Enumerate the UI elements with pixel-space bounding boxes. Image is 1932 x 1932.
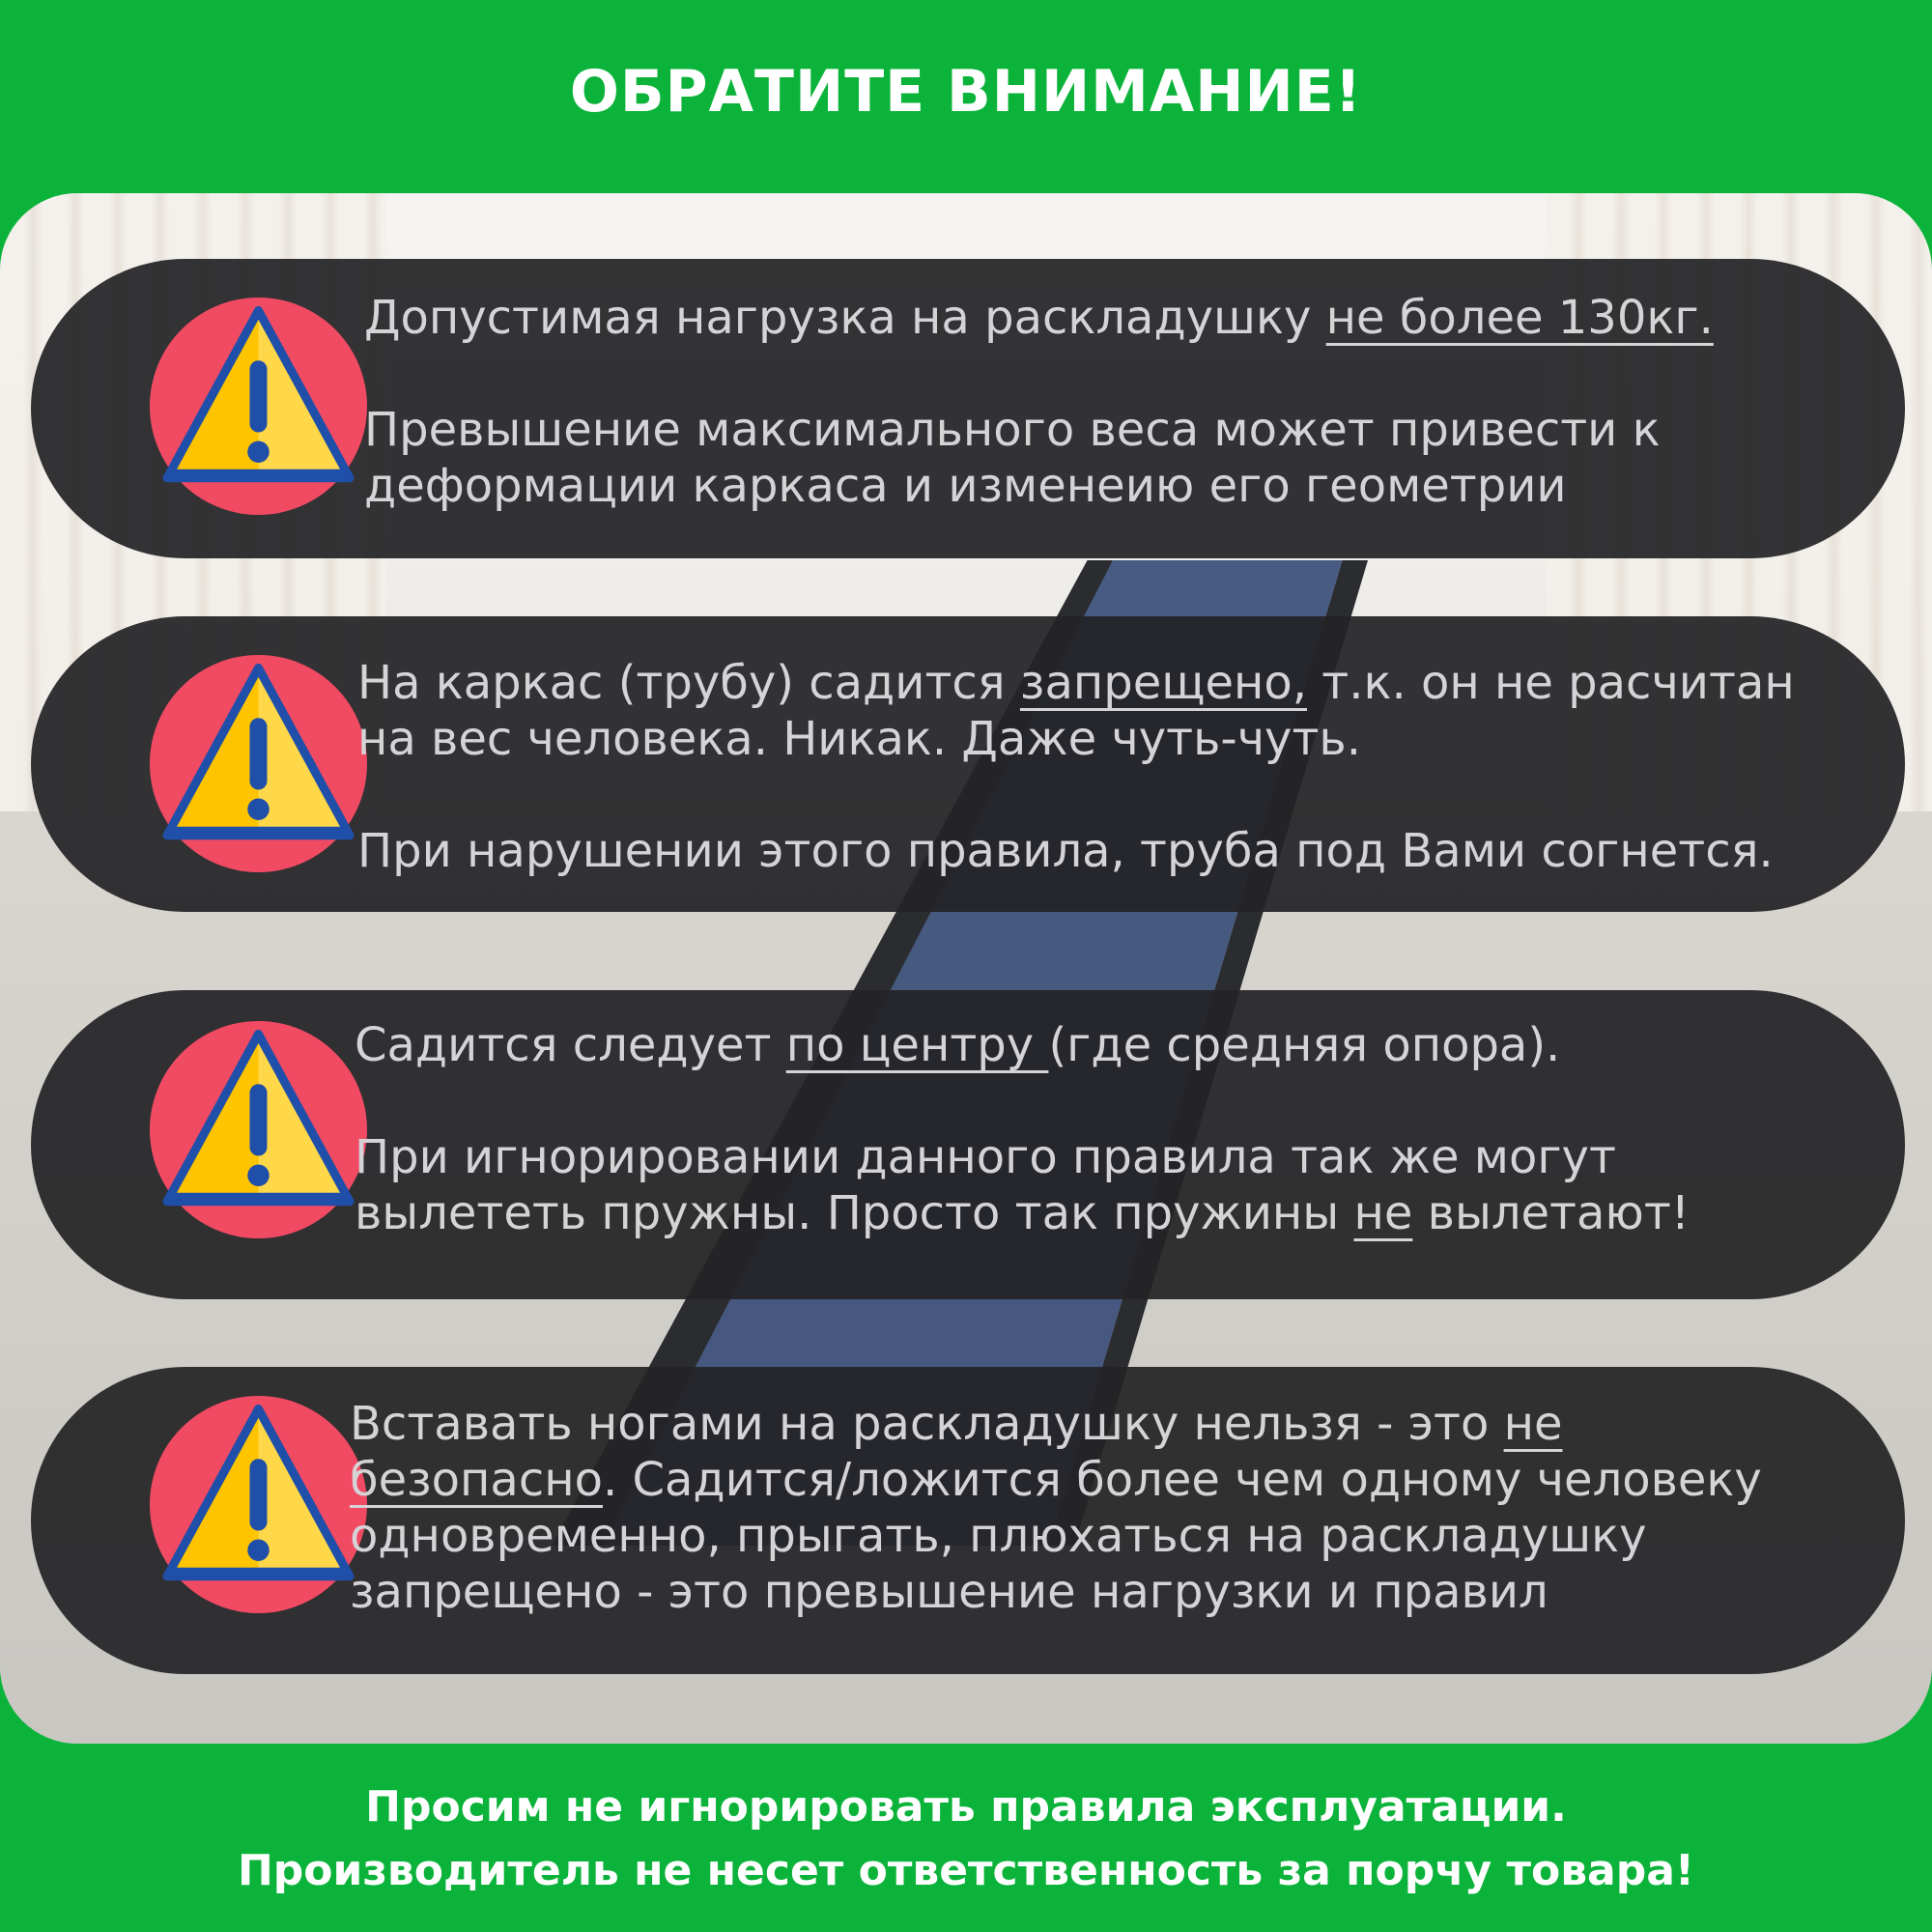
rule-line [357,655,1795,711]
warning-triangle-icon [150,298,367,515]
rule-line [350,1396,1762,1452]
text-span: . Садится/ложится более чем одному человеку [602,1453,1762,1507]
underlined-emphasis: запрещено, [1019,656,1307,710]
underlined-emphasis: безопасно [350,1453,603,1507]
rule-card-weight-limit [31,259,1905,558]
rule-text-block [355,1017,1690,1241]
rule-line [355,1017,1690,1073]
rule-card-center-sitting [31,990,1905,1299]
rule-line [350,1452,1762,1508]
underlined-emphasis: по центру [785,1018,1049,1072]
rule-line: При игнорировании данного правила так же могут [355,1130,1616,1184]
footer-disclaimer [0,1747,1932,1932]
rule-line: запрещено - это превышение нагрузки и правил [350,1565,1548,1619]
header-banner [0,0,1932,184]
underlined-emphasis: не [1353,1186,1413,1240]
footer-line-2: Производитель не несет ответственность за порчу товара! [237,1846,1694,1895]
text-span: Садится следует [355,1018,786,1072]
rule-line: При нарушении этого правила, труба под Вами согнется. [357,824,1774,878]
warning-triangle-icon [150,1396,367,1613]
text-span: вылететь пружны. Просто так пружины [355,1186,1354,1240]
text-span: Допустимая нагрузка на раскладушку [364,291,1326,345]
text-span: (где средняя опора). [1048,1018,1561,1072]
rule-line: на вес человека. Никак. Даже чуть-чуть. [357,712,1361,766]
rule-text-block [364,290,1714,514]
rule-line: одновременно, прыгать, плюхаться на раскладушку [350,1509,1647,1563]
warning-triangle-icon [150,655,367,872]
rule-line [364,290,1714,346]
text-span: вылетают! [1412,1186,1690,1240]
text-span: На каркас (трубу) садится [357,656,1020,710]
rule-card-frame-sitting [31,616,1905,912]
rule-text-block [350,1396,1762,1620]
footer-line-1: Просим не игнорировать правила эксплуатации. [365,1782,1567,1832]
rule-line [355,1185,1690,1241]
underlined-emphasis: не более 130кг. [1325,291,1714,345]
rule-line: Превышение максимального веса может привести к [364,403,1661,457]
rule-card-standing-prohibited [31,1367,1905,1674]
warning-triangle-icon [150,1021,367,1238]
underlined-emphasis: не [1503,1397,1563,1451]
page-title: ОБРАТИТЕ ВНИМАНИЕ! [569,58,1363,126]
text-span: т.к. он не расчитан [1307,656,1795,710]
rule-line: деформации каркаса и изменеию его геометрии [364,459,1567,513]
rule-text-block [357,655,1795,879]
text-span: Вставать ногами на раскладушку нельзя - это [350,1397,1504,1451]
